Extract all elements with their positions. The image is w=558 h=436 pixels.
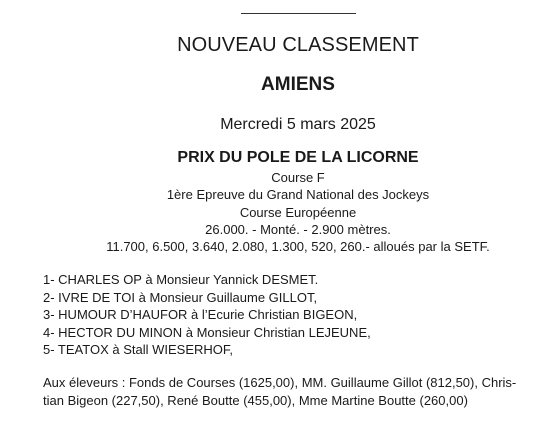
race-name: PRIX DU POLE DE LA LICORNE: [177, 149, 419, 166]
race-category: Course F: [271, 170, 325, 185]
race-scope: Course Européenne: [239, 204, 357, 220]
result-item: 2- IVRE DE TOI à Monsieur Guillaume GILLOT,: [43, 289, 318, 305]
city-name: AMIENS: [261, 74, 335, 95]
result-item: 5- TEATOX à Stall WIESERHOF,: [43, 342, 233, 357]
top-rule: [241, 13, 356, 14]
page-title: NOUVEAU CLASSEMENT: [177, 34, 419, 56]
race-conditions: 26.000. - Monté. - 2.900 mètres.: [205, 221, 391, 237]
race-event: 1ère Epreuve du Grand National des Jockeys: [166, 187, 430, 203]
breeders-paragraph: [43, 374, 555, 409]
result-item: 3- HUMOUR D’HAUFOR à l’Ecurie Christian BIGEON,: [43, 307, 358, 322]
race-prize-allocation: 11.700, 6.500, 3.640, 2.080, 1.300, 520, 260.- alloués par la SETF.: [106, 239, 490, 255]
results-list: [43, 271, 371, 359]
result-item: 1- CHARLES OP à Monsieur Yannick DESMET.: [43, 272, 319, 287]
race-details: [40, 169, 556, 255]
result-item: 4- HECTOR DU MINON à Monsieur Christian LEJEUNE,: [43, 324, 371, 340]
breeders-line: tian Bigeon (227,50), René Boutte (455,00), Mme Martine Boutte (260,00): [43, 392, 468, 408]
race-date: Mercredi 5 mars 2025: [220, 116, 376, 133]
breeders-line: Aux éleveurs : Fonds de Courses (1625,00), MM. Guillaume Gillot (812,50), Chris-: [43, 375, 517, 390]
